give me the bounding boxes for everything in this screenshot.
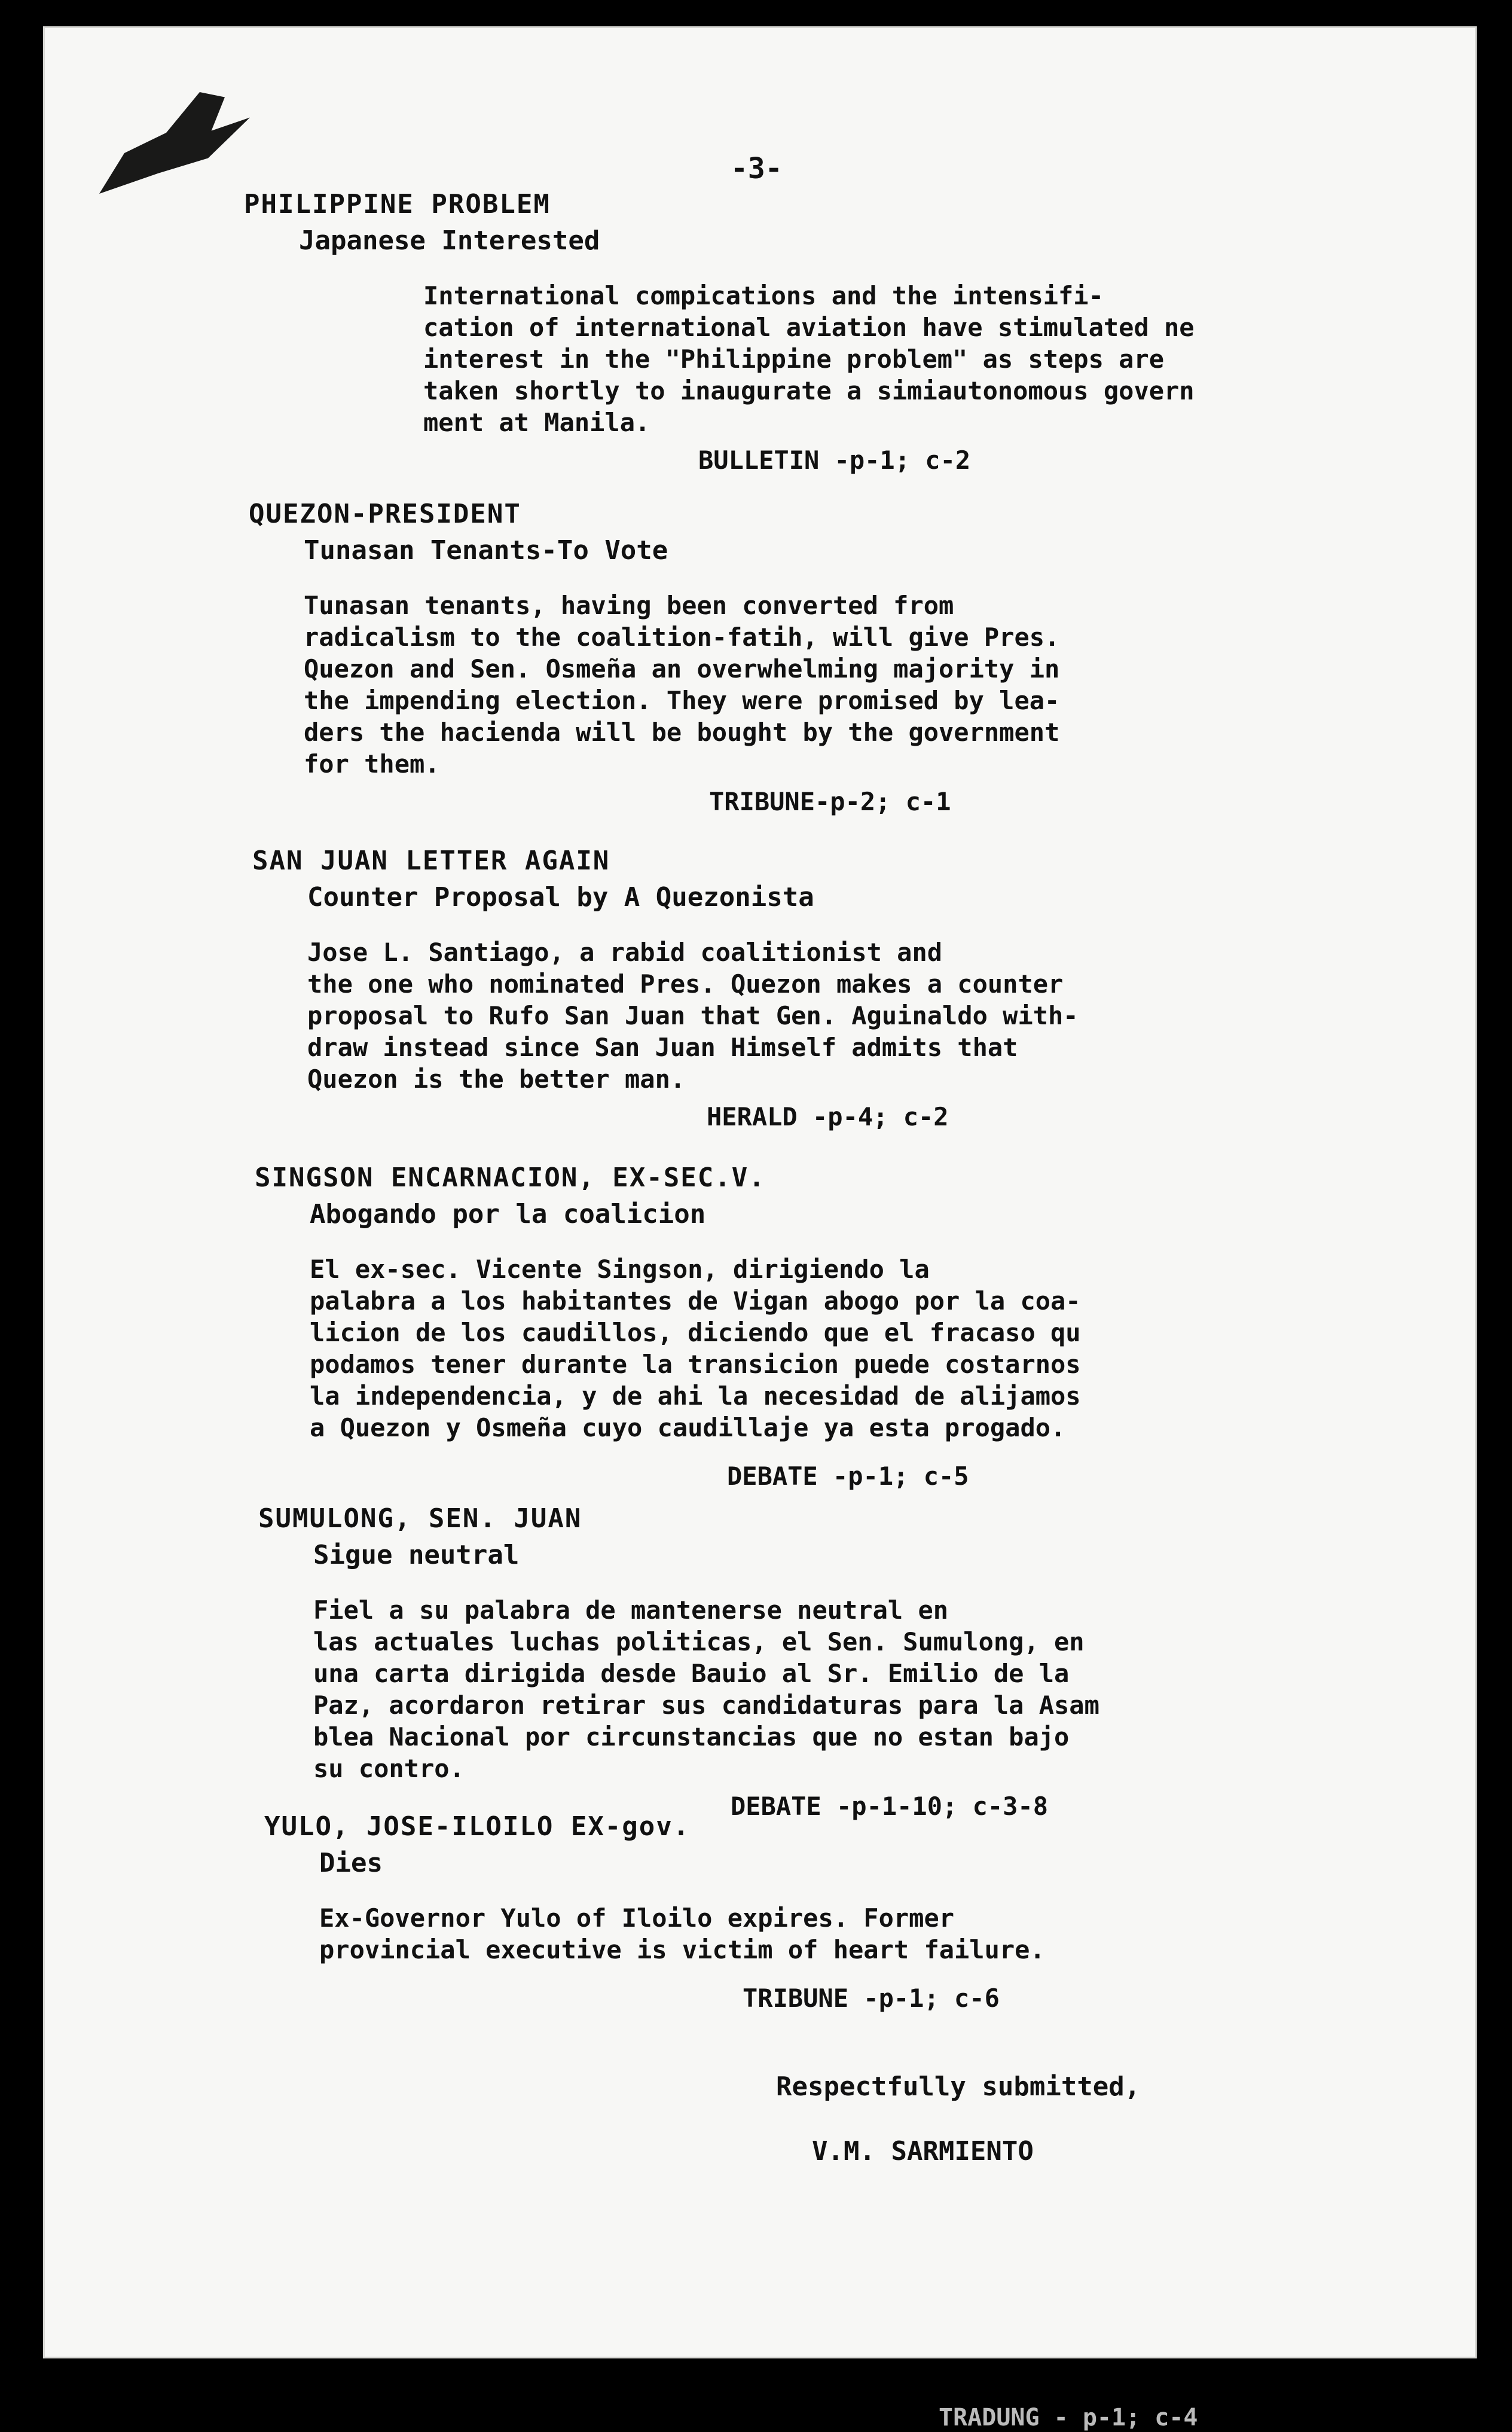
entry-body: Tunasan tenants, having been converted from radicalism to the coalition-fatih, will give Pres. Quezon and Sen. Osmeña an overwhelming majority in the impending election. They were promised by lea- ders the hacienda will be bought by the government for them.	[304, 591, 1060, 779]
document-page	[43, 26, 1477, 2358]
footer-fragment: TRADUNG - p-1; c-4	[939, 2404, 1198, 2431]
torn-corner	[91, 92, 258, 194]
entry-body: Ex-Governor Yulo of Iloilo expires. Former provincial executive is victim of heart failure.	[319, 1903, 1045, 1964]
entry-body: Jose L. Santiago, a rabid coalitionist and the one who nominated Pres. Quezon makes a counter proposal to Rufo San Juan that Gen. Aguinaldo with- draw instead since San Juan Himself admits that Quezon is the better man.	[307, 938, 1079, 1094]
news-entry	[249, 499, 1236, 816]
entry-subheading: Dies	[319, 1848, 383, 1878]
entry-subheading: Sigue neutral	[313, 1540, 520, 1570]
entry-subheading: Abogando por la coalicion	[310, 1199, 706, 1229]
entry-subheading: Japanese Interested	[299, 225, 600, 256]
entry-body: El ex-sec. Vicente Singson, dirigiendo la palabra a los habitantes de Vigan abogo por la coa- licion de los caudillos, diciendo que el fracaso qu podamos tener durante la transicion puede costarnos la independencia, y de ahi la necesidad de alijamos a Quezon y Osmeña cuyo caudillaje ya esta progado.	[310, 1255, 1081, 1442]
news-entry	[252, 846, 1240, 1131]
entry-body: International compications and the intensifi- cation of international aviation have stimulated ne interest in the "Philippine problem" as steps are taken shortly to inaugurate a simiautonomous govern ment at Manila.	[423, 281, 1195, 437]
entry-heading: PHILIPPINE PROBLEM	[244, 189, 551, 219]
entry-heading: SUMULONG, SEN. JUAN	[258, 1503, 582, 1534]
entry-heading: QUEZON-PRESIDENT	[249, 499, 521, 529]
news-entry	[258, 1503, 1270, 1821]
news-entry	[244, 189, 1320, 475]
entry-subheading: Counter Proposal by A Quezonista	[307, 882, 814, 913]
entry-source: DEBATE -p-1; c-5	[727, 1461, 969, 1491]
entry-body: Fiel a su palabra de mantenerse neutral en las actuales luchas politicas, el Sen. Sumulong, en una carta dirigida desde Bauio al Sr. Emilio de la Paz, acordaron retirar sus candidaturas para la Asam blea Nacional por circunstancias que no estan bajo su contro.	[313, 1595, 1099, 1783]
entry-source: HERALD -p-4; c-2	[707, 1102, 949, 1131]
page-number: -3-	[731, 152, 783, 185]
news-entry	[255, 1162, 1242, 1491]
entry-source: BULLETIN -p-1; c-2	[698, 445, 971, 475]
entry-heading: SINGSON ENCARNACION, EX-SEC.V.	[255, 1162, 766, 1193]
entry-subheading: Tunasan Tenants-To Vote	[304, 535, 668, 566]
signature-name: V.M. SARMIENTO	[812, 2136, 1034, 2166]
news-entry	[264, 1811, 1252, 2013]
entry-source: DEBATE -p-1-10; c-3-8	[731, 1792, 1049, 1821]
entry-source: TRIBUNE -p-1; c-6	[743, 1984, 1000, 2013]
closing-line: Respectfully submitted,	[776, 2071, 1141, 2102]
entry-source: TRIBUNE-p-2; c-1	[709, 787, 951, 816]
entry-heading: SAN JUAN LETTER AGAIN	[252, 846, 610, 876]
entry-heading: YULO, JOSE-ILOILO EX-gov.	[264, 1811, 691, 1842]
